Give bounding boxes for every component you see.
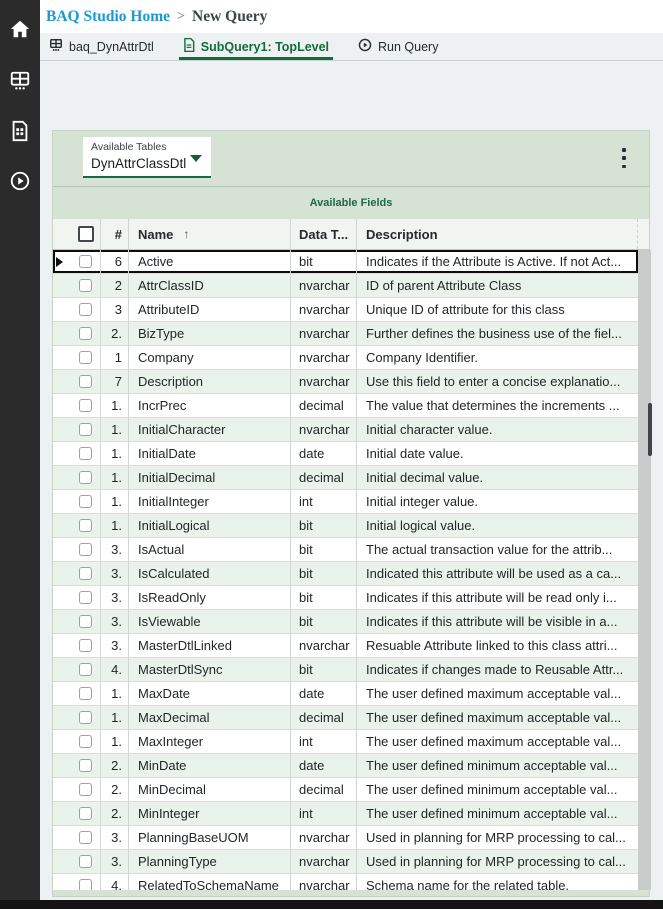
table-row[interactable] (53, 658, 638, 682)
table-row[interactable] (53, 802, 638, 826)
row-checkbox-cell (71, 706, 101, 729)
field-description: ID of parent Attribute Class (366, 278, 522, 293)
table-row[interactable] (53, 298, 638, 322)
field-name: MasterDtlLinked (129, 634, 291, 657)
field-name: InitialDecimal (129, 466, 291, 489)
table-grid-icon (9, 70, 31, 92)
row-checkbox[interactable] (79, 327, 92, 340)
field-name: PlanningType (129, 850, 291, 873)
row-number: 3. (101, 634, 129, 657)
row-checkbox[interactable] (79, 639, 92, 652)
field-name: MaxDecimal (129, 706, 291, 729)
field-name: Description (129, 370, 291, 393)
field-datatype: bit (291, 514, 357, 537)
column-header-num[interactable]: # (101, 219, 129, 249)
row-checkbox-cell (71, 658, 101, 681)
grid-header-row (53, 219, 649, 250)
field-name: IsActual (129, 538, 291, 561)
row-number: 1. (101, 730, 129, 753)
field-datatype: decimal (291, 706, 357, 729)
row-number: 1. (101, 490, 129, 513)
fields-grid (53, 219, 649, 896)
field-datatype: decimal (291, 466, 357, 489)
row-number: 3. (101, 586, 129, 609)
table-row[interactable] (53, 778, 638, 802)
field-datatype: nvarchar (291, 850, 357, 873)
row-marker-cell (53, 658, 71, 681)
field-datatype: bit (291, 658, 357, 681)
field-name: MasterDtlSync (129, 658, 291, 681)
row-checkbox[interactable] (79, 783, 92, 796)
row-checkbox-cell (71, 538, 101, 561)
field-description: Indicates if the Attribute is Active. If not Act... (366, 254, 622, 269)
field-name: PlanningBaseUOM (129, 826, 291, 849)
table-row[interactable] (53, 754, 638, 778)
field-name: IsCalculated (129, 562, 291, 585)
row-checkbox[interactable] (79, 303, 92, 316)
available-tables-dropdown[interactable] (83, 137, 211, 178)
row-marker-cell (53, 778, 71, 801)
column-header-datatype[interactable]: Data T... (291, 219, 357, 249)
table-row[interactable] (53, 418, 638, 442)
field-name: BizType (129, 322, 291, 345)
table-row[interactable] (53, 874, 638, 890)
row-number: 7 (101, 370, 129, 393)
field-description: The user defined minimum acceptable val... (366, 758, 618, 773)
field-name: InitialLogical (129, 514, 291, 537)
row-checkbox[interactable] (79, 447, 92, 460)
row-marker-cell (53, 826, 71, 849)
field-description: Indicates if this attribute will be read only i... (366, 590, 617, 605)
field-name: AttrClassID (129, 274, 291, 297)
available-fields-header: Available Fields (309, 197, 393, 209)
field-name: MinInteger (129, 802, 291, 825)
field-description: Initial integer value. (366, 494, 479, 509)
row-checkbox[interactable] (79, 687, 92, 700)
table-row[interactable] (53, 634, 638, 658)
breadcrumb-home-link[interactable]: BAQ Studio Home (46, 7, 171, 25)
field-description: Initial decimal value. (366, 470, 484, 485)
row-checkbox-cell (71, 778, 101, 801)
field-datatype: date (291, 682, 357, 705)
row-marker-cell (53, 514, 71, 537)
select-all-cell (71, 219, 101, 249)
grid-scrollbar-track[interactable] (638, 250, 651, 890)
row-checkbox-cell (71, 826, 101, 849)
kebab-menu-icon[interactable] (618, 147, 630, 169)
document-icon (183, 38, 195, 55)
play-circle-icon (9, 170, 31, 192)
row-checkbox-cell (71, 730, 101, 753)
sidebar-item-home[interactable] (0, 12, 40, 46)
table-row[interactable] (53, 466, 638, 490)
field-description: The user defined maximum acceptable val... (366, 710, 622, 725)
sidebar-item-run[interactable] (0, 164, 40, 198)
row-checkbox[interactable] (79, 399, 92, 412)
breadcrumb (40, 0, 663, 33)
row-checkbox-cell (71, 298, 101, 321)
field-description: Unique ID of attribute for this class (366, 302, 565, 317)
grid-body (53, 250, 638, 890)
tab-bar (40, 33, 663, 61)
row-checkbox[interactable] (79, 735, 92, 748)
table-row[interactable] (53, 610, 638, 634)
field-description: The user defined minimum acceptable val... (366, 806, 618, 821)
home-icon (9, 18, 31, 40)
field-description: Schema name for the related table. (366, 878, 570, 890)
field-datatype: bit (291, 562, 357, 585)
row-number: 1. (101, 442, 129, 465)
row-checkbox-cell (71, 322, 101, 345)
row-marker-cell (53, 754, 71, 777)
field-description: Used in planning for MRP processing to cal... (366, 854, 626, 869)
field-datatype: bit (291, 610, 357, 633)
select-all-checkbox[interactable] (78, 226, 94, 242)
row-number: 2. (101, 802, 129, 825)
row-marker-cell (53, 394, 71, 417)
table-row[interactable] (53, 706, 638, 730)
row-checkbox-cell (71, 874, 101, 890)
panel-toolbar (53, 131, 649, 186)
grid-scrollbar-thumb[interactable] (648, 403, 652, 456)
row-checkbox[interactable] (79, 519, 92, 532)
table-row[interactable] (53, 394, 638, 418)
row-marker-cell (53, 802, 71, 825)
row-number: 4. (101, 658, 129, 681)
field-description: The user defined maximum acceptable val... (366, 734, 622, 749)
row-number: 2 (101, 274, 129, 297)
row-marker-cell (53, 322, 71, 345)
field-name: IsViewable (129, 610, 291, 633)
row-checkbox-cell (71, 586, 101, 609)
field-description: The user defined minimum acceptable val... (366, 782, 618, 797)
field-name: Active (129, 250, 291, 273)
field-name: AttributeID (129, 298, 291, 321)
field-datatype: nvarchar (291, 322, 357, 345)
field-datatype: nvarchar (291, 346, 357, 369)
row-marker-cell (53, 850, 71, 873)
row-checkbox[interactable] (79, 879, 92, 890)
row-checkbox[interactable] (79, 759, 92, 772)
field-datatype: bit (291, 538, 357, 561)
row-marker-cell (53, 442, 71, 465)
row-marker-cell (53, 346, 71, 369)
row-number: 1. (101, 418, 129, 441)
row-checkbox[interactable] (79, 831, 92, 844)
row-number: 1. (101, 706, 129, 729)
row-checkbox-cell (71, 274, 101, 297)
row-checkbox[interactable] (79, 855, 92, 868)
field-datatype: nvarchar (291, 298, 357, 321)
sidebar-item-subquery[interactable] (0, 114, 40, 148)
row-number: 2. (101, 754, 129, 777)
table-row[interactable] (53, 826, 638, 850)
field-name: MinDate (129, 754, 291, 777)
row-checkbox[interactable] (79, 807, 92, 820)
field-datatype: nvarchar (291, 874, 357, 890)
field-datatype: bit (291, 586, 357, 609)
table-row[interactable] (53, 274, 638, 298)
field-name: Company (129, 346, 291, 369)
field-description: Initial logical value. (366, 518, 476, 533)
field-datatype: date (291, 754, 357, 777)
tab-baq-dynattrdtl[interactable] (45, 33, 158, 60)
row-checkbox[interactable] (79, 471, 92, 484)
field-datatype: decimal (291, 394, 357, 417)
table-row[interactable] (53, 850, 638, 874)
row-number: 3. (101, 610, 129, 633)
field-description: Company Identifier. (366, 350, 479, 365)
table-row[interactable] (53, 370, 638, 394)
row-checkbox-cell (71, 250, 101, 273)
column-header-name[interactable]: Name ↑ (129, 219, 291, 249)
breadcrumb-separator: > (177, 8, 185, 24)
field-description: Indicates if changes made to Reusable Attr... (366, 662, 624, 677)
field-datatype: nvarchar (291, 370, 357, 393)
row-marker-cell (53, 706, 71, 729)
row-number: 1. (101, 466, 129, 489)
dropdown-value: DynAttrClassDtl (91, 156, 187, 171)
document-grid-icon (10, 120, 30, 142)
row-number: 3. (101, 538, 129, 561)
table-row[interactable] (53, 490, 638, 514)
row-checkbox[interactable] (79, 567, 92, 580)
chevron-down-icon (190, 155, 202, 162)
table-row[interactable] (53, 514, 638, 538)
field-name: InitialInteger (129, 490, 291, 513)
row-marker-cell (53, 634, 71, 657)
row-checkbox-cell (71, 802, 101, 825)
field-name: IsReadOnly (129, 586, 291, 609)
field-description: Indicates if this attribute will be visible in a... (366, 614, 618, 629)
field-name: RelatedToSchemaName (129, 874, 291, 890)
row-checkbox-cell (71, 754, 101, 777)
row-number: 1 (101, 346, 129, 369)
row-checkbox-cell (71, 346, 101, 369)
row-marker-cell (53, 874, 71, 890)
row-checkbox-cell (71, 442, 101, 465)
tab-label: baq_DynAttrDtl (69, 39, 154, 54)
window-bottom-edge (0, 900, 663, 909)
row-checkbox-cell (71, 418, 101, 441)
field-datatype: date (291, 442, 357, 465)
table-row[interactable] (53, 562, 638, 586)
field-datatype: nvarchar (291, 634, 357, 657)
available-tables-panel (52, 130, 650, 897)
field-description: Use this field to enter a concise explanatio... (366, 374, 621, 389)
row-checkbox-cell (71, 370, 101, 393)
field-description: Further defines the business use of the fiel... (366, 326, 622, 341)
table-row[interactable] (53, 250, 638, 274)
row-checkbox[interactable] (79, 615, 92, 628)
field-datatype: decimal (291, 778, 357, 801)
row-checkbox-cell (71, 394, 101, 417)
play-circle-icon (358, 38, 372, 55)
row-number: 2. (101, 778, 129, 801)
field-datatype: int (291, 802, 357, 825)
left-sidebar (0, 0, 40, 909)
row-checkbox[interactable] (79, 255, 92, 268)
row-marker-cell (53, 418, 71, 441)
tab-subquery1-toplevel[interactable] (179, 33, 333, 60)
column-header-description[interactable]: Description (357, 219, 638, 249)
row-number: 3. (101, 850, 129, 873)
row-checkbox-cell (71, 514, 101, 537)
row-number: 6 (101, 250, 129, 273)
row-number: 2. (101, 322, 129, 345)
table-row[interactable] (53, 538, 638, 562)
row-marker-cell (53, 298, 71, 321)
row-number: 3. (101, 826, 129, 849)
row-checkbox-cell (71, 634, 101, 657)
row-marker-cell (53, 682, 71, 705)
field-description: Initial character value. (366, 422, 493, 437)
field-name: InitialCharacter (129, 418, 291, 441)
row-number: 1. (101, 682, 129, 705)
tab-label: SubQuery1: TopLevel (200, 39, 330, 54)
row-marker-cell (53, 610, 71, 633)
row-checkbox-cell (71, 562, 101, 585)
row-checkbox[interactable] (79, 423, 92, 436)
row-number: 3. (101, 562, 129, 585)
row-marker-cell (53, 490, 71, 513)
row-marker-cell (53, 466, 71, 489)
field-datatype: int (291, 490, 357, 513)
field-datatype: nvarchar (291, 274, 357, 297)
table-row[interactable] (53, 442, 638, 466)
table-grid-icon (49, 38, 63, 55)
field-name: MaxInteger (129, 730, 291, 753)
header-filler (638, 219, 649, 249)
field-datatype: bit (291, 250, 357, 273)
field-name: MaxDate (129, 682, 291, 705)
tab-label: Run Query (378, 39, 439, 54)
table-row[interactable] (53, 346, 638, 370)
table-row[interactable] (53, 730, 638, 754)
header-gutter (53, 219, 71, 249)
row-checkbox[interactable] (79, 495, 92, 508)
row-marker-cell (53, 250, 71, 273)
row-checkbox-cell (71, 466, 101, 489)
row-checkbox-cell (71, 490, 101, 513)
row-checkbox[interactable] (79, 543, 92, 556)
table-row[interactable] (53, 682, 638, 706)
field-datatype: int (291, 730, 357, 753)
tab-run-query[interactable] (354, 33, 442, 60)
row-checkbox[interactable] (79, 591, 92, 604)
dropdown-label: Available Tables (91, 141, 167, 153)
field-datatype: nvarchar (291, 826, 357, 849)
row-checkbox-cell (71, 610, 101, 633)
field-name: MinDecimal (129, 778, 291, 801)
breadcrumb-current: New Query (192, 7, 268, 25)
field-name: InitialDate (129, 442, 291, 465)
table-row[interactable] (53, 586, 638, 610)
row-checkbox-cell (71, 850, 101, 873)
field-description: The actual transaction value for the attrib... (366, 542, 613, 557)
row-number: 4. (101, 874, 129, 890)
table-row[interactable] (53, 322, 638, 346)
row-checkbox[interactable] (79, 279, 92, 292)
row-number: 3 (101, 298, 129, 321)
row-marker-cell (53, 730, 71, 753)
row-marker-cell (53, 586, 71, 609)
field-description: Used in planning for MRP processing to cal... (366, 830, 626, 845)
row-marker-cell (53, 370, 71, 393)
row-checkbox[interactable] (79, 711, 92, 724)
field-description: Indicated this attribute will be used as a ca... (366, 566, 622, 581)
sidebar-item-tables[interactable] (0, 64, 40, 98)
row-marker-cell (53, 274, 71, 297)
selected-row-marker-icon (56, 257, 63, 267)
field-description: Resuable Attribute linked to this class attri... (366, 638, 618, 653)
row-checkbox-cell (71, 682, 101, 705)
row-number: 1. (101, 394, 129, 417)
field-description: The user defined maximum acceptable val... (366, 686, 622, 701)
row-checkbox[interactable] (79, 663, 92, 676)
field-description: The value that determines the increments ... (366, 398, 620, 413)
row-checkbox[interactable] (79, 375, 92, 388)
field-name: IncrPrec (129, 394, 291, 417)
row-number: 1. (101, 514, 129, 537)
row-marker-cell (53, 538, 71, 561)
sort-ascending-icon: ↑ (183, 227, 190, 241)
row-marker-cell (53, 562, 71, 585)
field-datatype: nvarchar (291, 418, 357, 441)
field-description: Initial date value. (366, 446, 464, 461)
row-checkbox[interactable] (79, 351, 92, 364)
